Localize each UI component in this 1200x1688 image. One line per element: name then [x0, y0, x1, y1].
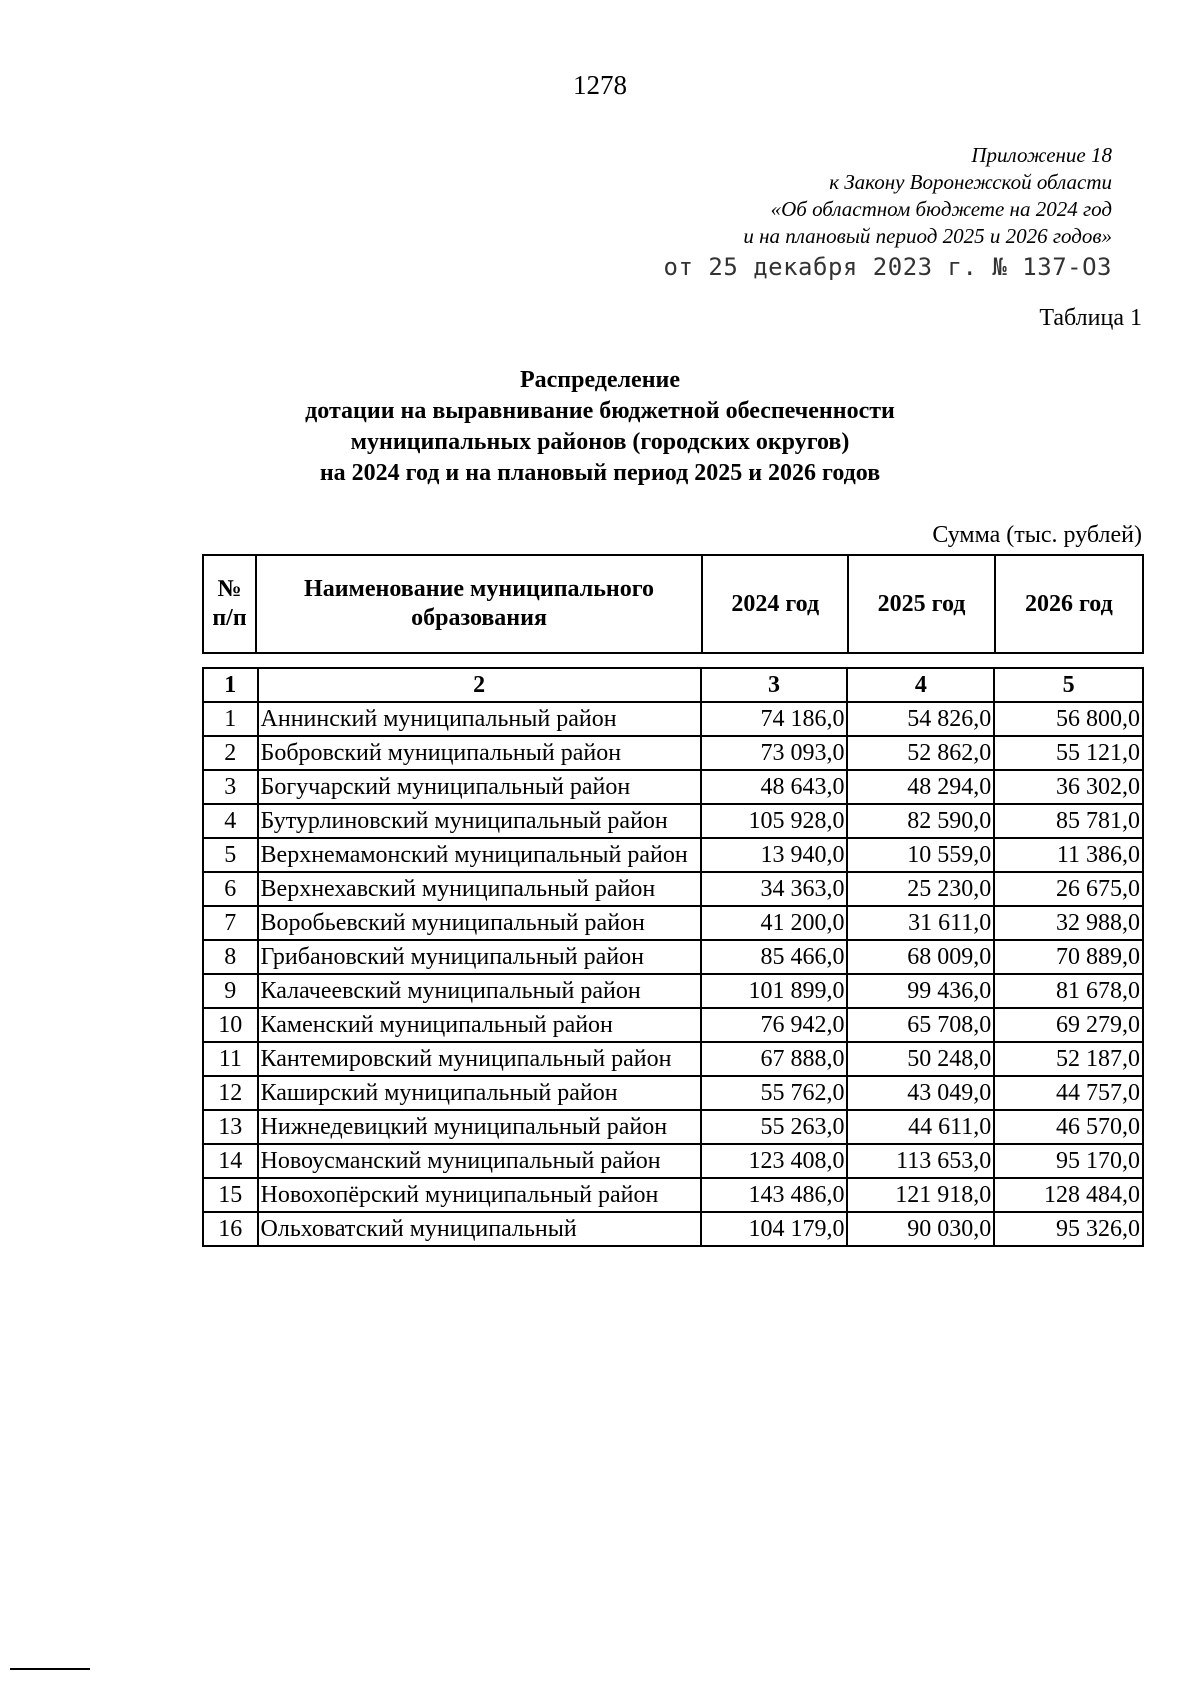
title-line: на 2024 год и на плановый период 2025 и 2026 годов	[319, 460, 881, 486]
value-2024: 143 486,0	[701, 1178, 848, 1212]
footer-divider	[10, 1668, 90, 1670]
row-number: 15	[203, 1178, 258, 1212]
value-2026: 11 386,0	[994, 838, 1143, 872]
table-row	[203, 940, 1143, 974]
column-number: 3	[701, 668, 848, 702]
table-row	[203, 1008, 1143, 1042]
municipality-name: Верхнехавский муниципальный район	[258, 872, 701, 906]
column-number: 4	[847, 668, 994, 702]
value-2025: 10 559,0	[847, 838, 994, 872]
value-2024: 104 179,0	[701, 1212, 848, 1246]
value-2024: 67 888,0	[701, 1042, 848, 1076]
appendix-line: к Закону Воронежской области	[829, 170, 1112, 194]
value-2025: 113 653,0	[847, 1144, 994, 1178]
value-2024: 123 408,0	[701, 1144, 848, 1178]
value-2025: 82 590,0	[847, 804, 994, 838]
municipality-name: Нижнедевицкий муниципальный район	[258, 1110, 701, 1144]
value-2026: 36 302,0	[994, 770, 1143, 804]
value-2024: 73 093,0	[701, 736, 848, 770]
row-number: 5	[203, 838, 258, 872]
value-2025: 99 436,0	[847, 974, 994, 1008]
value-2026: 128 484,0	[994, 1178, 1143, 1212]
row-number: 4	[203, 804, 258, 838]
value-2025: 31 611,0	[847, 906, 994, 940]
appendix-line: «Об областном бюджете на 2024 год	[770, 197, 1112, 221]
table-row	[203, 804, 1143, 838]
appendix-line: и на плановый период 2025 и 2026 годов»	[743, 224, 1112, 248]
table-row	[203, 770, 1143, 804]
header-cell: № п/п	[203, 555, 256, 653]
municipality-name: Новохопёрский муниципальный район	[258, 1178, 701, 1212]
header-cell: 2026 год	[995, 555, 1143, 653]
value-2026: 81 678,0	[994, 974, 1143, 1008]
municipality-name: Воробьевский муниципальный район	[258, 906, 701, 940]
table-row	[203, 1144, 1143, 1178]
value-2026: 95 326,0	[994, 1212, 1143, 1246]
table-row	[203, 838, 1143, 872]
value-2024: 74 186,0	[701, 702, 848, 736]
table-row	[203, 1178, 1143, 1212]
value-2024: 55 263,0	[701, 1110, 848, 1144]
value-2026: 56 800,0	[994, 702, 1143, 736]
municipality-name: Новоусманский муниципальный район	[258, 1144, 701, 1178]
row-number: 11	[203, 1042, 258, 1076]
title-line: дотации на выравнивание бюджетной обеспеченности	[305, 398, 895, 424]
table-row	[203, 1042, 1143, 1076]
column-number-row	[203, 668, 1143, 702]
value-2026: 44 757,0	[994, 1076, 1143, 1110]
municipality-name: Бобровский муниципальный район	[258, 736, 701, 770]
appendix-line: Приложение 18	[971, 143, 1112, 167]
municipality-name: Бутурлиновский муниципальный район	[258, 804, 701, 838]
row-number: 16	[203, 1212, 258, 1246]
value-2024: 34 363,0	[701, 872, 848, 906]
row-number: 13	[203, 1110, 258, 1144]
value-2026: 85 781,0	[994, 804, 1143, 838]
value-2025: 121 918,0	[847, 1178, 994, 1212]
row-number: 12	[203, 1076, 258, 1110]
value-2025: 65 708,0	[847, 1008, 994, 1042]
unit-label: Сумма (тыс. рублей)	[932, 522, 1142, 548]
table-row	[203, 736, 1143, 770]
table-row	[203, 1212, 1143, 1246]
data-table	[202, 667, 1144, 1247]
value-2024: 85 466,0	[701, 940, 848, 974]
value-2025: 90 030,0	[847, 1212, 994, 1246]
title-line: муниципальных районов (городских округов)	[350, 429, 850, 455]
row-number: 8	[203, 940, 258, 974]
header-cell: Наименование муниципального образования	[256, 555, 702, 653]
municipality-name: Кантемировский муниципальный район	[258, 1042, 701, 1076]
value-2024: 13 940,0	[701, 838, 848, 872]
appendix-block	[664, 142, 1112, 284]
title-line: Распределение	[519, 367, 681, 393]
header-cell: 2024 год	[702, 555, 848, 653]
table-row	[203, 872, 1143, 906]
row-number: 7	[203, 906, 258, 940]
law-date-stamp: от 25 декабря 2023 г. № 137-ОЗ	[663, 253, 1112, 281]
municipality-name: Калачеевский муниципальный район	[258, 974, 701, 1008]
value-2025: 44 611,0	[847, 1110, 994, 1144]
value-2025: 25 230,0	[847, 872, 994, 906]
column-number: 5	[994, 668, 1143, 702]
municipality-name: Верхнемамонский муниципальный район	[258, 838, 701, 872]
value-2026: 55 121,0	[994, 736, 1143, 770]
row-number: 2	[203, 736, 258, 770]
row-number: 9	[203, 974, 258, 1008]
table-row	[203, 702, 1143, 736]
value-2025: 54 826,0	[847, 702, 994, 736]
row-number: 10	[203, 1008, 258, 1042]
value-2025: 50 248,0	[847, 1042, 994, 1076]
municipality-name: Богучарский муниципальный район	[258, 770, 701, 804]
value-2025: 68 009,0	[847, 940, 994, 974]
table-row	[203, 906, 1143, 940]
value-2026: 32 988,0	[994, 906, 1143, 940]
column-number: 1	[203, 668, 258, 702]
value-2026: 46 570,0	[994, 1110, 1143, 1144]
value-2024: 76 942,0	[701, 1008, 848, 1042]
document-title	[0, 365, 1200, 489]
column-number: 2	[258, 668, 701, 702]
table-row	[203, 974, 1143, 1008]
value-2026: 26 675,0	[994, 872, 1143, 906]
table-header	[202, 554, 1144, 654]
municipality-name: Каширский муниципальный район	[258, 1076, 701, 1110]
value-2024: 48 643,0	[701, 770, 848, 804]
value-2025: 52 862,0	[847, 736, 994, 770]
row-number: 1	[203, 702, 258, 736]
table-row	[203, 1076, 1143, 1110]
value-2025: 43 049,0	[847, 1076, 994, 1110]
value-2024: 105 928,0	[701, 804, 848, 838]
municipality-name: Аннинский муниципальный район	[258, 702, 701, 736]
municipality-name: Ольховатский муниципальный	[258, 1212, 701, 1246]
row-number: 3	[203, 770, 258, 804]
header-row	[203, 555, 1143, 653]
value-2024: 55 762,0	[701, 1076, 848, 1110]
municipality-name: Грибановский муниципальный район	[258, 940, 701, 974]
municipality-name: Каменский муниципальный район	[258, 1008, 701, 1042]
value-2024: 41 200,0	[701, 906, 848, 940]
value-2026: 52 187,0	[994, 1042, 1143, 1076]
value-2024: 101 899,0	[701, 974, 848, 1008]
row-number: 6	[203, 872, 258, 906]
value-2026: 95 170,0	[994, 1144, 1143, 1178]
row-number: 14	[203, 1144, 258, 1178]
page-number: 1278	[573, 70, 627, 100]
value-2026: 70 889,0	[994, 940, 1143, 974]
value-2025: 48 294,0	[847, 770, 994, 804]
header-cell: 2025 год	[848, 555, 994, 653]
table-label: Таблица 1	[1039, 305, 1142, 331]
value-2026: 69 279,0	[994, 1008, 1143, 1042]
table-row	[203, 1110, 1143, 1144]
